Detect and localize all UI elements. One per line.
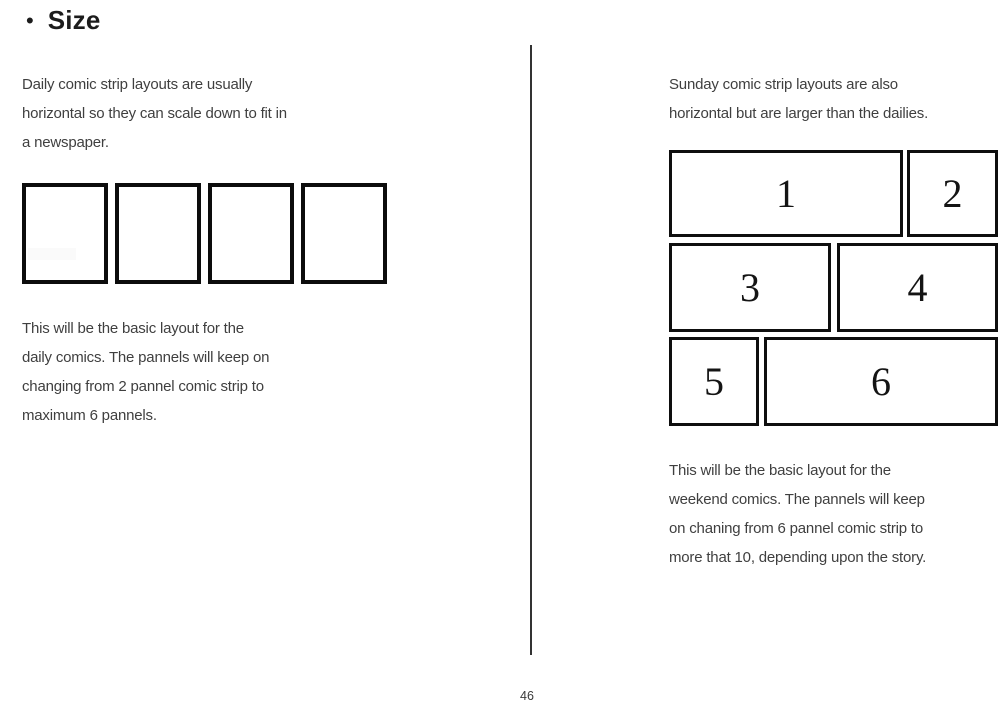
daily-panel: [22, 183, 108, 284]
daily-panel: [208, 183, 294, 284]
column-divider: [530, 45, 532, 655]
daily-strip-diagram: [22, 183, 387, 284]
sunday-panel-4: 4: [837, 243, 998, 332]
sunday-panel-2: 2: [907, 150, 998, 237]
daily-panel: [115, 183, 201, 284]
sunday-intro-paragraph: [669, 70, 928, 128]
paragraph-line: horizontal so they can scale down to fit in: [22, 105, 287, 122]
sunday-row: [669, 150, 998, 237]
page-title: Size: [47, 5, 101, 35]
paragraph-line: Sunday comic strip layouts are also: [669, 76, 898, 93]
paragraph-line: maximum 6 pannels.: [22, 407, 157, 424]
paragraph-line: This will be the basic layout for the: [22, 320, 244, 337]
paragraph-line: on chaning from 6 pannel comic strip to: [669, 520, 924, 537]
daily-panel: [301, 183, 387, 284]
paragraph-line: daily comics. The pannels will keep on: [22, 349, 270, 366]
sunday-layout-diagram: [669, 150, 998, 426]
sunday-panel-3: 3: [669, 243, 831, 332]
paragraph-line: a newspaper.: [22, 134, 109, 151]
paragraph-line: horizontal but are larger than the dailies.: [669, 105, 929, 122]
sunday-row: [669, 243, 998, 332]
paragraph-line: more that 10, depending upon the story.: [669, 549, 927, 566]
bullet-icon: •: [26, 7, 34, 33]
scan-artifact: [28, 248, 76, 260]
daily-intro-paragraph: [22, 70, 287, 157]
sunday-panel-1: 1: [669, 150, 903, 237]
sunday-row: [669, 337, 998, 426]
section-heading: [26, 5, 101, 36]
paragraph-line: This will be the basic layout for the: [669, 462, 891, 479]
paragraph-line: changing from 2 pannel comic strip to: [22, 378, 264, 395]
sunday-caption-paragraph: [669, 456, 926, 572]
daily-caption-paragraph: [22, 314, 269, 430]
paragraph-line: Daily comic strip layouts are usually: [22, 76, 253, 93]
sunday-panel-5: 5: [669, 337, 759, 426]
sunday-panel-6: 6: [764, 337, 998, 426]
page-number: 46: [520, 689, 534, 703]
paragraph-line: weekend comics. The pannels will keep: [669, 491, 925, 508]
